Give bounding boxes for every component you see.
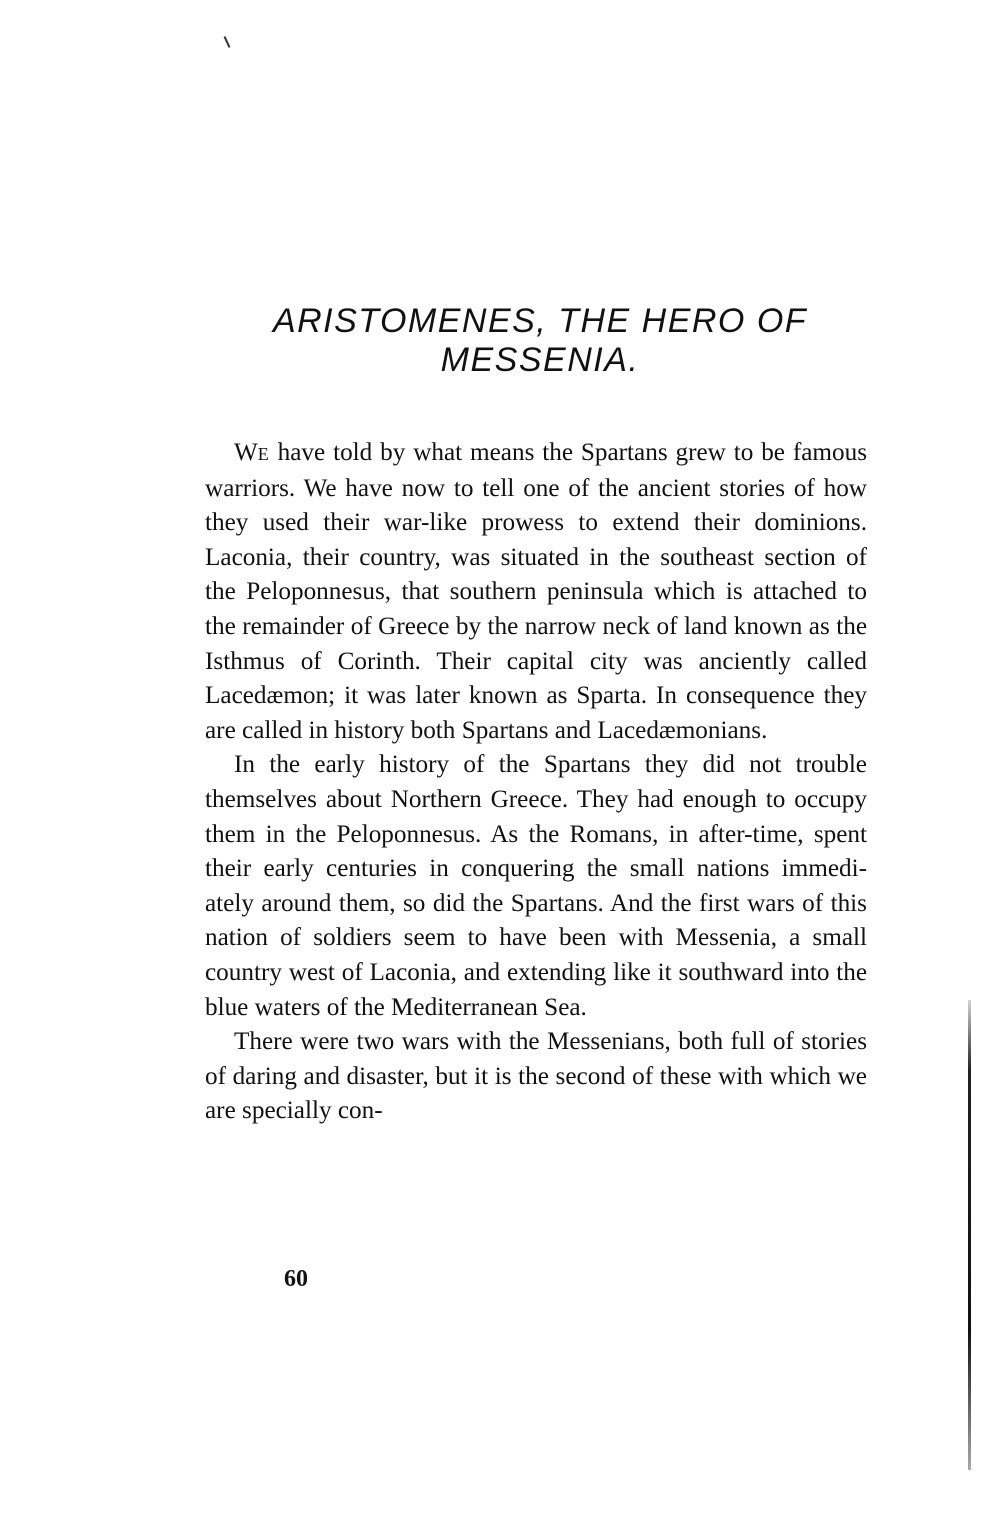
chapter-title (170, 302, 910, 380)
page-number: 60 (284, 1266, 308, 1292)
page-edge-shadow (968, 1000, 971, 1470)
paragraph-3: There were two wars with the Messenians, both full of stories of daring and disaster, but it is the second of these with which we are specially con- (205, 1028, 867, 1125)
chapter-title-line-2: MESSENIA. (440, 341, 640, 379)
paragraph-2: In the early history of the Spartans they did not trouble themselves about Northern Greece. They had enough to occupy them in the Peloponnesus. As the Romans, in after-time, spent their early centuries in conquering the small nations immedi-ately around them, so did the Spartans. And the first wars of this nation of soldiers seem to have been with Messenia, a small country west of Laconia, and extending like it southward into the blue waters of the Mediterranean Sea. (205, 751, 867, 1021)
opening-word (234, 439, 270, 466)
paragraph-1-text: have told by what means the Spartans grew to be famous warriors. We have now to tell one of the ancient stories of how they used their war-like prowess to extend their dominions. Laconia, their country, was situated in the southeast section of the Peloponnesus, that southern peninsula which is attached to the remainder of Greece by the narrow neck of land known as the Isthmus of Corinth. Their capital city was anciently called Lacedæmon; it was later known as Sparta. In consequence they are called in history both Spartans and Lacedæmonians. (205, 439, 867, 744)
scan-speck (224, 36, 231, 48)
opening-initial: W (234, 439, 258, 466)
opening-smallcaps: E (257, 444, 270, 464)
paragraph-1 (205, 436, 867, 748)
chapter-title-line-1: ARISTOMENES, THE HERO OF (272, 302, 808, 340)
body-text (205, 436, 867, 1129)
